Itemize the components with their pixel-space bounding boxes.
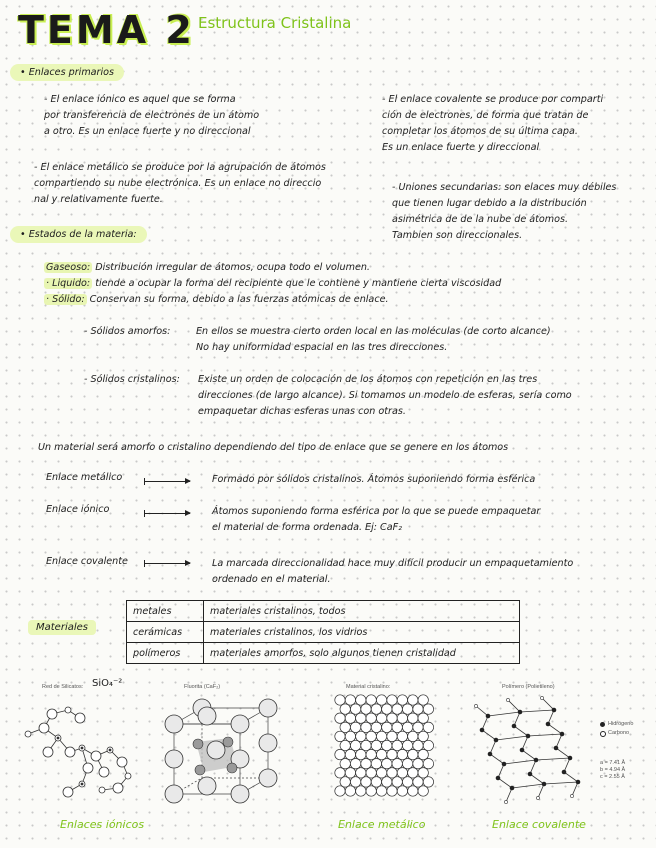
metal-atom (387, 731, 397, 741)
metal-atom (408, 768, 418, 778)
metal-atom (423, 740, 433, 750)
metal-atom (376, 768, 386, 778)
metal-atom (366, 731, 376, 741)
metal-atom (356, 786, 366, 796)
metal-atom (371, 740, 381, 750)
line: direcciones (de largo alcance). Si tomamos un modelo de esferas, sería como (198, 390, 572, 401)
metal-atom (350, 704, 360, 714)
line: Es un enlace fuerte y direccional (382, 142, 540, 153)
metal-atom (371, 722, 381, 732)
metal-atom (356, 749, 366, 759)
table-cell: metales (127, 601, 204, 622)
state-label: Gaseoso: (46, 262, 91, 273)
metal-atom (423, 759, 433, 769)
metal-atom (397, 786, 407, 796)
metal-atom (382, 759, 392, 769)
metal-atom (350, 759, 360, 769)
metal-atom (392, 722, 402, 732)
metal-atom (408, 786, 418, 796)
silicatos-formula: SiO₄⁻² (92, 678, 123, 689)
metal-atom (387, 713, 397, 723)
metal-atom (413, 740, 423, 750)
covalent-paragraph (382, 92, 603, 156)
metal-atom (356, 713, 366, 723)
state-text: tiende a ocupar la forma del recipiente que le contiene y mantiene cierta viscosidad (95, 278, 502, 289)
table-cell: polímeros (127, 643, 204, 664)
metal-atom (418, 768, 428, 778)
materiales-label: Materiales (28, 620, 96, 635)
metal-atom (371, 777, 381, 787)
metal-atom (397, 749, 407, 759)
metal-atom (345, 695, 355, 705)
state-solido (44, 292, 644, 308)
legend-hidrogeno: Hidrógeno (608, 721, 634, 727)
metal-atom (376, 731, 386, 741)
metal-atom (356, 731, 366, 741)
ionic-paragraph (44, 92, 259, 140)
metal-atom (387, 786, 397, 796)
line: La marcada direccionalidad hace muy difícil producir un empaquetamiento (212, 558, 574, 569)
metal-atom (387, 768, 397, 778)
line: nal y relativamente fuerte. (34, 194, 163, 205)
metal-atom (340, 722, 350, 732)
table-row (127, 601, 520, 622)
metal-atom (371, 759, 381, 769)
metal-atom (423, 722, 433, 732)
line: por transferencia de electrones de un átomo (44, 110, 260, 121)
summary-line: Un material será amorfo o cristalino dependiendo del tipo de enlace que se genere en los átomos (38, 442, 509, 453)
metal-atom (345, 768, 355, 778)
metal-atom (387, 749, 397, 759)
metal-atom (418, 695, 428, 705)
cristalinos-label: - Sólidos cristalinos: (84, 374, 180, 385)
state-text: Conservan su forma, debido a las fuerzas atómicas de enlace. (89, 294, 389, 305)
page-subtitle: Estructura Cristalina (198, 14, 352, 32)
amorfos-label: - Sólidos amorfos: (84, 326, 171, 337)
metal-atom (345, 786, 355, 796)
polymer-caption: Polímero (Polietileno) (502, 684, 555, 690)
metal-atom (418, 731, 428, 741)
metal-atom (366, 695, 376, 705)
state-label: · Liquido: (46, 278, 91, 289)
bond-label-ionico: Enlace iónico (46, 504, 110, 515)
metal-atom (335, 695, 345, 705)
metal-atom (408, 731, 418, 741)
metal-atom (402, 740, 412, 750)
metal-caption: Material cristalino: (346, 684, 391, 690)
state-gaseoso (44, 260, 644, 276)
bond-text-covalente (212, 556, 573, 588)
metal-atom (361, 777, 371, 787)
fluorita-caption: Fluorita (CaF₂) (184, 684, 221, 690)
metal-atom (397, 713, 407, 723)
fluorite-crystal-illustration (150, 690, 280, 818)
line: Tambien son direccionales. (392, 230, 523, 241)
polymer-illustration (468, 692, 594, 814)
table-cell: cerámicas (127, 622, 204, 643)
line: el material de forma ordenada. Ej: CaF₂ (212, 522, 403, 533)
bond-label-covalente: Enlace covalente (46, 556, 128, 567)
metal-atom (366, 749, 376, 759)
metal-atom (408, 695, 418, 705)
dim-b: b = 4.94 Å (600, 767, 626, 773)
line: - El enlace metálico se produce por la agrupación de átomos (34, 162, 326, 173)
metal-atom (402, 704, 412, 714)
metal-atom (366, 786, 376, 796)
line: Átomos suponiendo forma esférica por lo que se puede empaquetar (212, 506, 541, 517)
lattice-dimensions (600, 760, 625, 781)
metal-atom (413, 777, 423, 787)
metal-atom (397, 768, 407, 778)
dim-c: c = 2.55 Å (600, 774, 625, 780)
metal-atom (350, 777, 360, 787)
bond-text-ionico (212, 504, 540, 536)
metal-atom (335, 768, 345, 778)
materiales-table (126, 600, 520, 664)
line: ordenado en el material. (212, 574, 331, 585)
metal-atom (382, 704, 392, 714)
table-cell: materiales amorfos, solo algunos tienen cristalidad (204, 643, 520, 664)
metal-atom (387, 695, 397, 705)
legend-circle-icon (600, 731, 606, 737)
cristalinos-text (198, 372, 572, 420)
metal-atom (408, 713, 418, 723)
bond-text-metalico (212, 472, 535, 488)
silicatos-caption: Red de Silicatos: (42, 684, 84, 690)
metal-atom (366, 768, 376, 778)
metal-atom (356, 695, 366, 705)
metal-atom (413, 722, 423, 732)
metal-atom (361, 740, 371, 750)
metal-atom (335, 786, 345, 796)
metal-atom (340, 777, 350, 787)
metal-atom (361, 704, 371, 714)
line: completar los átomos de su última capa. (382, 126, 578, 137)
line: a otro. Es un enlace fuerte y no direccional (44, 126, 251, 137)
state-liquido (44, 276, 644, 292)
metal-atom (335, 749, 345, 759)
metal-atom (402, 759, 412, 769)
page-title: TEMA 2 (18, 8, 195, 52)
metal-atom (350, 722, 360, 732)
metal-atom (335, 713, 345, 723)
line: asimétrica de de la nube de átomos. (392, 214, 569, 225)
metal-atom (382, 740, 392, 750)
metal-atom (350, 740, 360, 750)
line: Formado por sólidos cristalinos. Átomos suponiendo forma esférica (212, 474, 536, 485)
states-list (44, 260, 644, 308)
line: No hay uniformidad espacial en las tres direcciones. (196, 342, 448, 353)
metal-atom (345, 731, 355, 741)
line: compartiendo su nube electrónica. Es un enlace no direccio (34, 178, 322, 189)
metal-atom (418, 786, 428, 796)
table-cell: materiales cristalinos, todos (204, 601, 520, 622)
metal-atom (376, 749, 386, 759)
metal-atom (340, 759, 350, 769)
metal-atom (423, 777, 433, 787)
table-cell: materiales cristalinos, los vidrios (204, 622, 520, 643)
legend-dot-icon (600, 722, 605, 727)
metal-atom (340, 740, 350, 750)
metal-atom (356, 768, 366, 778)
section-heading-enlaces: • Enlaces primarios (10, 64, 124, 81)
table-row (127, 622, 520, 643)
metal-atom (392, 759, 402, 769)
line: empaquetar dichas esferas unas con otras. (198, 406, 406, 417)
metal-atom (413, 759, 423, 769)
caption-metalico: Enlace metálico (338, 818, 426, 831)
metal-atom (413, 704, 423, 714)
metal-atom (402, 722, 412, 732)
table-row (127, 643, 520, 664)
metal-atom (418, 713, 428, 723)
state-label: · Sólido: (46, 294, 85, 305)
section-heading-estados: • Estados de la materia: (10, 226, 147, 243)
metal-atom (392, 740, 402, 750)
line: ción de electrones, de forma que tratan de (382, 110, 589, 121)
metal-atom (361, 759, 371, 769)
metal-atom (397, 731, 407, 741)
metal-atom (376, 695, 386, 705)
caption-ionicos: Enlaces iónicos (60, 818, 145, 831)
metallic-packing-illustration (334, 694, 434, 812)
metal-atom (340, 704, 350, 714)
metal-atom (335, 731, 345, 741)
metal-atom (382, 722, 392, 732)
metal-atom (397, 695, 407, 705)
metal-atom (382, 777, 392, 787)
metal-atom (371, 704, 381, 714)
bond-label-metalico: Enlace metálico (46, 472, 123, 483)
arrow-icon (144, 563, 190, 564)
arrow-icon (144, 513, 190, 514)
metal-atom (366, 713, 376, 723)
silicate-network-illustration (18, 694, 146, 812)
metal-atom (392, 704, 402, 714)
metal-atom (402, 777, 412, 787)
arrow-icon (144, 481, 190, 482)
metal-atom (345, 713, 355, 723)
metallic-paragraph (34, 160, 326, 208)
caption-covalente: Enlace covalente (492, 818, 586, 831)
line: - Uniones secundarias: son elaces muy débiles (392, 182, 617, 193)
line: - El enlace iónico es aquel que se forma (44, 94, 236, 105)
line: En ellos se muestra cierto orden local en las moléculas (de corto alcance) (196, 326, 551, 337)
metal-atom (376, 786, 386, 796)
state-text: Distribución irregular de átomos, ocupa todo el volumen. (95, 262, 370, 273)
line: que tienen lugar debido a la distribución (392, 198, 587, 209)
legend-carbono: Carbono (608, 730, 630, 736)
secondary-paragraph (392, 180, 616, 244)
metal-atom (423, 704, 433, 714)
metal-atom (361, 722, 371, 732)
metal-atom (392, 777, 402, 787)
metal-atom (418, 749, 428, 759)
metal-atom (376, 713, 386, 723)
metal-atom (408, 749, 418, 759)
line: - El enlace covalente se produce por comparti (382, 94, 604, 105)
dim-a: a = 7.41 Å (600, 760, 626, 766)
amorfos-text (196, 324, 551, 356)
line: Existe un orden de colocación de los átomos con repetición en las tres (198, 374, 538, 385)
metal-atom (345, 749, 355, 759)
